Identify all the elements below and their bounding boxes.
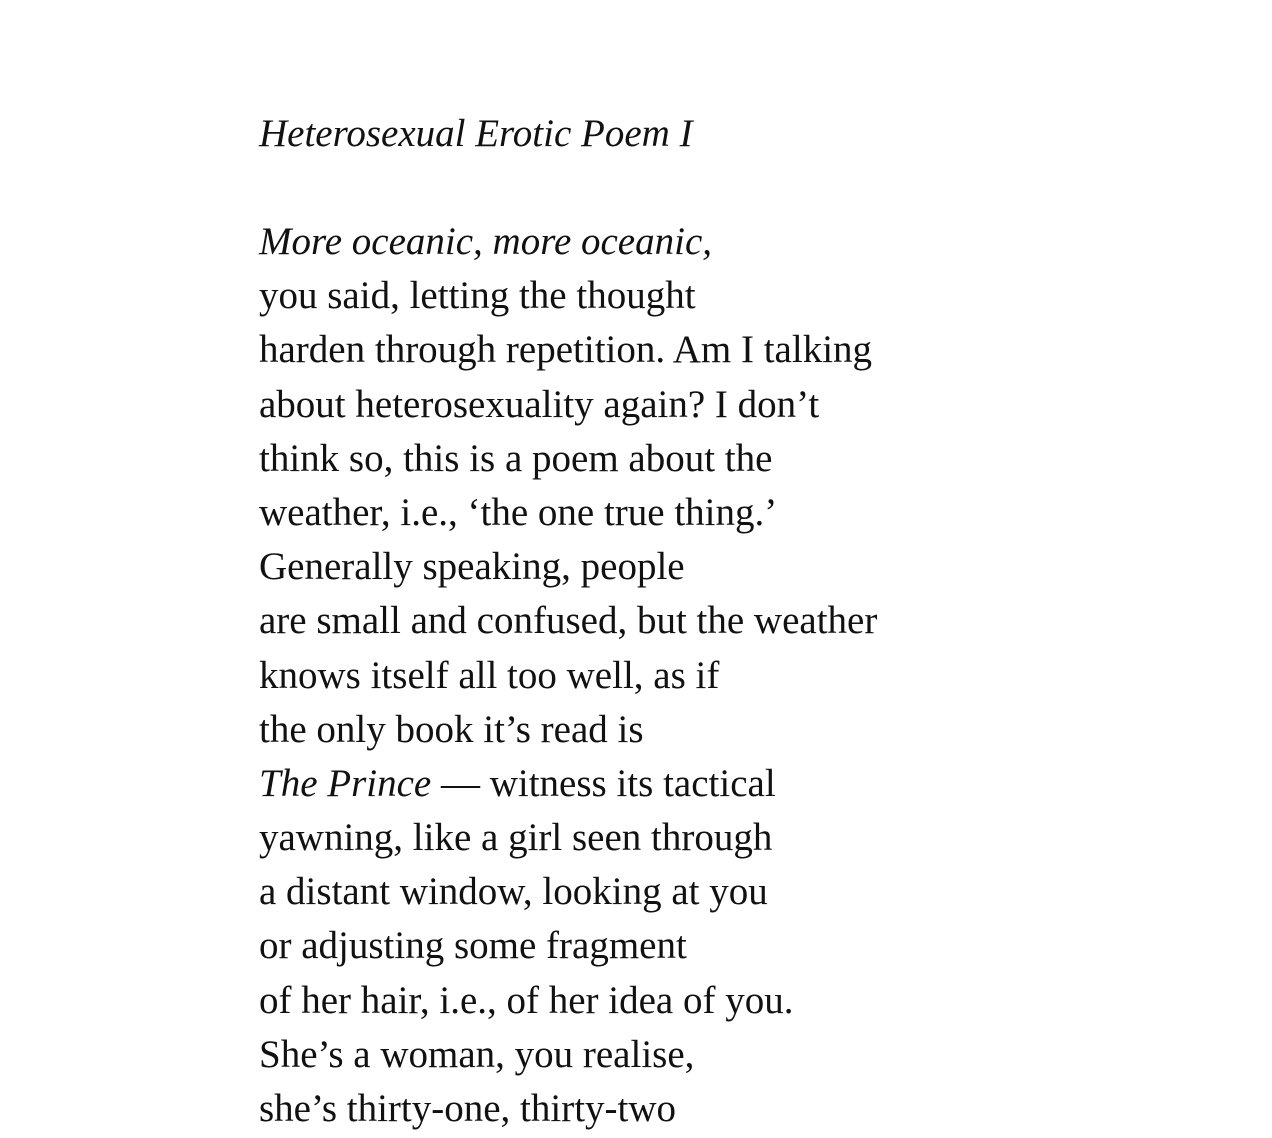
poem-line: [259, 378, 877, 432]
poem-line: [259, 269, 877, 323]
poem-line-text: think so, this is a poem about the: [259, 436, 773, 480]
poem-line-text: She’s a woman, you realise,: [259, 1032, 695, 1076]
poem-line-text: harden through repetition. Am I talking: [259, 328, 873, 372]
poem-title: Heterosexual Erotic Poem I: [259, 112, 693, 155]
poem-line: [259, 1082, 877, 1136]
book-title: The Prince: [259, 761, 432, 805]
poem-line: [259, 919, 877, 973]
poem-line: [259, 703, 877, 757]
poem-line: [259, 1028, 877, 1082]
poem-line: [259, 811, 877, 865]
poem-line-text: weather, i.e., ‘the one true thing.’: [259, 490, 778, 534]
poem-line-text: More oceanic, more oceanic,: [259, 220, 713, 263]
poem-line: [259, 432, 877, 486]
poem-line: [259, 486, 877, 540]
poem-line-text: she’s thirty-one, thirty-two: [259, 1087, 677, 1130]
poem-line: [259, 757, 877, 811]
poem-line: [259, 649, 877, 703]
poem-line: [259, 594, 877, 648]
poem-line-text: — witness its tactical: [431, 761, 776, 805]
poem-stanza: [259, 215, 877, 1136]
poem-line-text: or adjusting some fragment: [259, 924, 687, 968]
poem-line-text: the only book it’s read is: [259, 707, 644, 751]
poem-line-text: yawning, like a girl seen through: [259, 816, 773, 860]
poem-line: [259, 323, 877, 377]
poem-line-text: Generally speaking, people: [259, 545, 685, 589]
poem-line-text: you said, letting the thought: [259, 274, 696, 318]
poem-line-text: are small and confused, but the weather: [259, 599, 878, 643]
poem-line: [259, 865, 877, 919]
poem-line-text: knows itself all too well, as if: [259, 653, 720, 697]
poem-line: [259, 215, 877, 269]
poem-line: [259, 540, 877, 594]
poem-line-text: about heterosexuality again? I don’t: [259, 382, 820, 426]
poem-line: [259, 974, 877, 1028]
poem-line-text: a distant window, looking at you: [259, 870, 768, 914]
poem-line-text: of her hair, i.e., of her idea of you.: [259, 978, 794, 1022]
